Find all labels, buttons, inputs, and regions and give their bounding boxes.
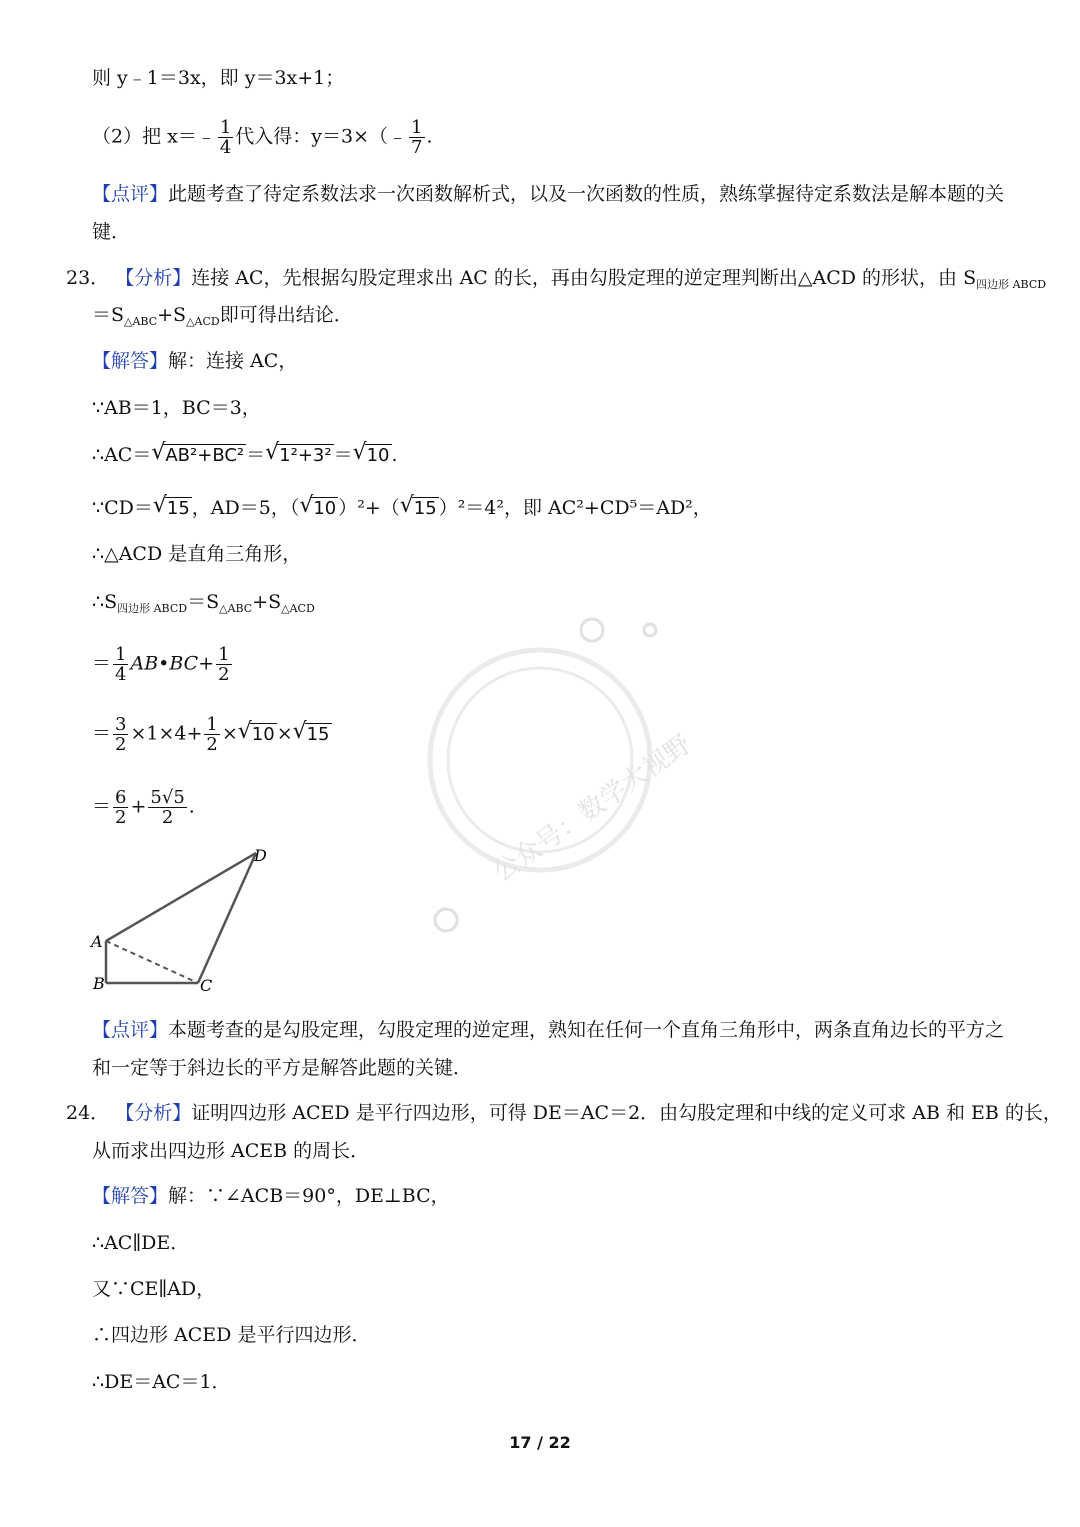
fraction: $\frac{6}{2}$ (115, 787, 127, 828)
text-line: ∴AC∥DE． (92, 1232, 190, 1254)
question-23-analysis: 23． 【分析】连接 AC，先根据勾股定理求出 AC 的长，再由勾股定理的逆定理判断出△ACD 的形状，由 $S_{四边形 ABCD}$ (66, 267, 1047, 291)
text-line: $=S_{\triangle ABC}+S_{\triangle ACD}$即可得出结论． (92, 304, 353, 328)
text-line: 则 y﹣1＝3x，即 y＝3x+1； (92, 67, 345, 89)
fraction: $\frac{1}{2}$ (218, 644, 230, 685)
analysis-tag: 【分析】 (115, 1102, 192, 1124)
equation-line: ＝ $\frac{3}{2}$ ×1×4+ $\frac{1}{2}$ × √ 10 × √ 15 (92, 714, 330, 755)
solution-tag: 【解答】 (92, 1185, 169, 1207)
equation-line: ＝ $\frac{1}{4}$ AB•BC+ $\frac{1}{2}$ (92, 644, 230, 685)
edge-ad (106, 853, 256, 941)
analysis-tag: 【分析】 (115, 267, 192, 289)
text-line: ∴△ACD 是直角三角形， (92, 543, 302, 565)
equation-line: $\therefore S_{四边形 ABCD}=S_{\triangle ABC}+S_{\triangle ACD}$ (92, 591, 315, 615)
comment-tag: 【点评】 (92, 1019, 169, 1041)
comment-line: 【点评】本题考查的是勾股定理，勾股定理的逆定理，熟知在任何一个直角三角形中，两条直角边长的平方之 (92, 1019, 1005, 1041)
quadrilateral-figure (88, 845, 288, 995)
fraction: $\frac{1}{2}$ (206, 714, 218, 755)
label-a: A (91, 932, 103, 951)
comment-line: 【点评】此题考查了待定系数法求一次函数解析式，以及一次函数的性质，熟练掌握待定系数法是解本题的关 (92, 183, 1005, 205)
solution-tag: 【解答】 (92, 350, 169, 372)
label-d: D (254, 846, 267, 865)
fraction: $\frac{1}{7}$ (411, 117, 423, 158)
page-number: 17 / 22 (509, 1433, 571, 1452)
comment-tag: 【点评】 (92, 183, 169, 205)
fraction: $\frac{5√5}{2}$ (150, 787, 185, 828)
watermark (420, 610, 697, 940)
fraction: $\frac{3}{2}$ (115, 714, 127, 755)
text-line: 从而求出四边形 ACEB 的周长． (92, 1140, 370, 1162)
edge-dc (198, 853, 256, 983)
solution-line: 【解答】解：连接 AC， (92, 350, 298, 372)
text-line: 又∵CE∥AD， (92, 1278, 216, 1300)
solution-line: 【解答】解：∵∠ACB＝90°，DE⊥BC， (92, 1185, 450, 1207)
equation-line: ∵CD＝ √ 15 ，AD＝5，（ √ 10 ）²+（ √ 15 ）²＝4²，即 AC²+CD⁵＝AD²， (92, 493, 712, 519)
text-line: 键． (92, 221, 131, 243)
diagonal-ac (106, 941, 198, 983)
watermark-text: 公众号：数学大视野 (487, 729, 697, 889)
label-c: C (200, 976, 213, 995)
question-24-analysis: 24． 【分析】证明四边形 ACED 是平行四边形，可得 DE＝AC＝2．由勾股定理和中线的定义可求 AB 和 EB 的长， (66, 1102, 1062, 1124)
text-line: ∵AB＝1，BC＝3， (92, 397, 261, 419)
equation-line: ∴AC＝ √ AB²+BC² ＝ √ 1²+3² ＝ √ 10 . (92, 440, 398, 466)
text-line: ∴四边形 ACED 是平行四边形． (92, 1324, 371, 1346)
fraction: $\frac{1}{4}$ (115, 644, 127, 685)
text-line: ∴DE＝AC＝1． (92, 1371, 231, 1393)
text-line: 和一定等于斜边长的平方是解答此题的关键． (92, 1057, 473, 1079)
fraction: $\frac{1}{4}$ (219, 117, 232, 158)
equation-line: ＝ $\frac{6}{2}$ + $\frac{5√5}{2}$ . (92, 787, 195, 828)
text-line: （2）把 x＝﹣ $\frac{1}{4}$ 代入得：y＝3×（﹣ $\frac{1}{7}$ . (92, 117, 433, 158)
label-b: B (93, 974, 105, 993)
